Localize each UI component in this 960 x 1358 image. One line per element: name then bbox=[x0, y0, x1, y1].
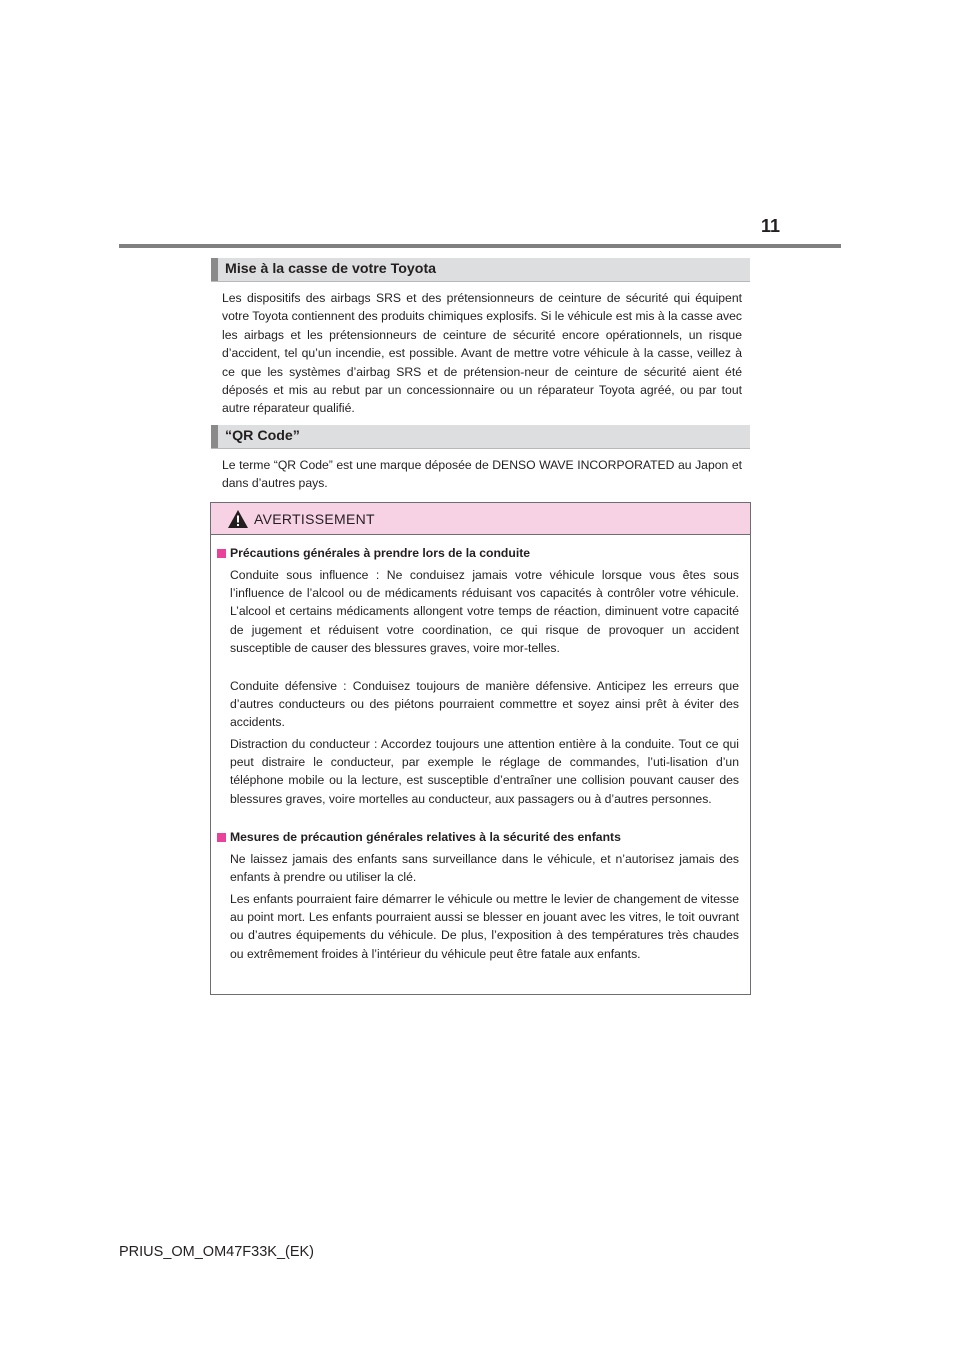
square-bullet-icon bbox=[217, 833, 226, 842]
warning-paragraph: Ne laissez jamais des enfants sans surveillance dans le véhicule, et n’autorisez jamais des enfants à prendre ou utiliser la clé. bbox=[230, 852, 739, 885]
header-rule bbox=[119, 244, 841, 248]
square-bullet-icon bbox=[217, 549, 226, 558]
section-header-qr-code bbox=[211, 425, 750, 449]
footer-document-code: PRIUS_OM_OM47F33K_(EK) bbox=[119, 1244, 315, 1260]
warning-item-title-text: Mesures de précaution générales relatives à la sécurité des enfants bbox=[230, 830, 621, 844]
section-body-qr-code: Le terme “QR Code” est une marque déposée de DENSO WAVE INCORPORATED au Japon et dans d’autres pays. bbox=[222, 458, 742, 491]
warning-paragraph: Conduite défensive : Conduisez toujours de manière défensive. Anticipez les erreurs que d’autres conducteurs ou des piétons pourraient commettre et soyez ainsi prêt à éviter des accidents. bbox=[230, 679, 739, 730]
warning-paragraph: Distraction du conducteur : Accordez toujours une attention entière à la conduite. Tout ce qui peut distraire le conducteur, par exemple le réglage de commandes, l’uti-lisation d’un téléphone mobile ou la lecture, est susceptible d’entraîner une collision pouvant causer des blessures graves, voire mortelles au conducteur, aux passagers ou à d’autres personnes. bbox=[230, 737, 739, 806]
section-title: Mise à la casse de votre Toyota bbox=[225, 261, 437, 277]
section-accent bbox=[211, 425, 218, 448]
section-accent bbox=[211, 258, 218, 281]
warning-label: AVERTISSEMENT bbox=[254, 511, 375, 527]
warning-item-title bbox=[217, 546, 530, 560]
warning-header bbox=[211, 503, 750, 535]
warning-item-title bbox=[217, 830, 621, 844]
section-header-disposal bbox=[211, 258, 750, 282]
warning-paragraph: Conduite sous influence : Ne conduisez jamais votre véhicule lorsque vous êtes sous l’influence de l’alcool ou de médicaments réduisant vos capacités à contrôler votre véhicule. L’alcool et certains médicaments allongent votre temps de réaction, diminuent votre capacité de jugement et réduisent votre coordination, ce qui risque de provoquer un accident susceptible de causer des blessures graves, voire mor-telles. bbox=[230, 568, 739, 655]
warning-triangle-icon bbox=[227, 509, 249, 534]
section-body-disposal: Les dispositifs des airbags SRS et des prétensionneurs de ceinture de sécurité qui équipent votre Toyota contiennent des produits chimiques explosifs. Si le véhicule est mis à la casse avec les airbags et les prétensionneurs de ceinture de sécurité encore opérationnels, un risque d’accident, tel qu’un incendie, est possible. Avant de mettre votre véhicule à la casse, veillez à ce que les systèmes d’airbag SRS et de prétension-neur de ceinture de sécurité aient été déposés et mis au rebut par un concessionnaire ou un réparateur Toyota agréé, ou par tout autre réparateur qualifié. bbox=[222, 291, 742, 416]
page-number: 11 bbox=[760, 216, 780, 236]
warning-item-title-text: Précautions générales à prendre lors de la conduite bbox=[230, 546, 531, 560]
section-title: “QR Code” bbox=[225, 428, 300, 444]
warning-box bbox=[210, 502, 751, 995]
warning-paragraph: Les enfants pourraient faire démarrer le véhicule ou mettre le levier de changement de vitesse au point mort. Les enfants pourraient aussi se blesser en jouant avec les vitres, le toit ouvrant ou d’autres équipements du véhicule. De plus, l’exposition à des températures très chaudes ou extrêmement froides à l’intérieur du véhicule peut être fatale aux enfants. bbox=[230, 892, 739, 961]
